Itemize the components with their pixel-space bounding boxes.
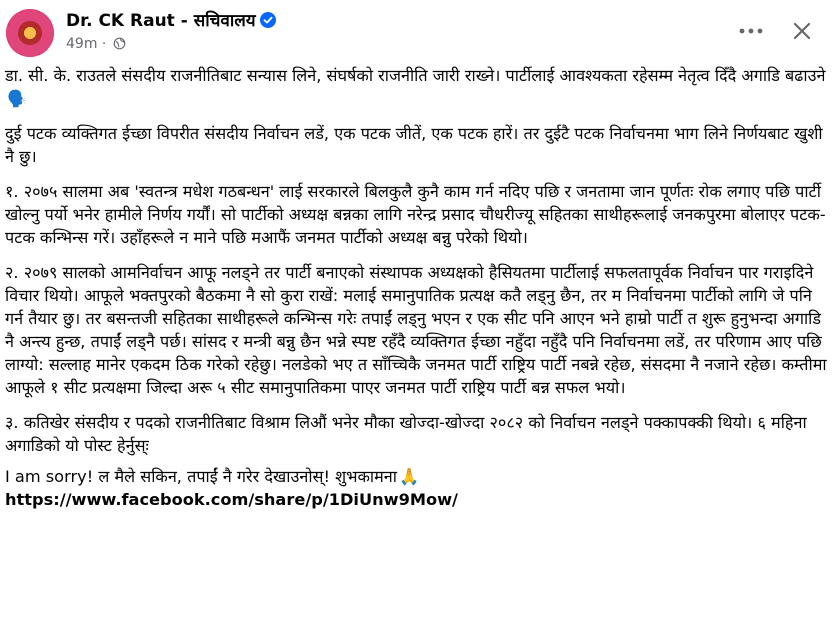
post-point-3: ३. कतिखेर संसदीय र पदको राजनीतिबाट विश्राम लिऔं भनेर मौका खोज्दा-खोज्दा २०८२ को निर्वाचन नलड्ने पक्कापक्की थियो। ६ महिना अगाडिको यो पोस्ट हेर्नुस्ः xyxy=(5,413,807,455)
post-link-paragraph xyxy=(5,488,835,511)
page-name[interactable]: Dr. CK Raut - सचिवालय xyxy=(66,11,256,31)
page-name-row xyxy=(66,8,276,31)
post-headline-paragraph xyxy=(5,64,835,110)
more-options-button[interactable] xyxy=(735,19,767,43)
post-point-1: १. २०७५ सालमा अब 'स्वतन्त्र मधेश गठबन्धन' लाई सरकारले बिलकुलै कुनै काम गर्न नदिए पछि र जनतामा जान पूर्णतः रोक लगाए पछि पार्टी खोल्नु पर्यो भनेर हामीले निर्णय गर्यौं। सो पार्टीको अध्यक्ष बन्नका लागि नरेन्द्र प्रसाद चौधरीज्यू सहितका साथीहरूलाई जनकपुरमा बोलाएर पटक-पटक कन्भिन्स गरें। उहाँहरूले न माने पछि मआफैं जनमत पार्टीको अध्यक्ष बन्नु परेको थियो। xyxy=(5,182,826,247)
post-intro: दुई पटक व्यक्तिगत ईच्छा विपरीत संसदीय निर्वाचन लडें, एक पटक जीतें, एक पटक हारें। तर दुईटै पटक निर्वाचनमा भाग लिने निर्णयबाट खुशी नै छु। xyxy=(5,124,823,166)
close-button[interactable] xyxy=(787,16,817,46)
verified-badge-icon xyxy=(260,12,276,28)
post-point-2: २. २०७९ सालको आमनिर्वाचन आफू नलड्ने तर पार्टी बनाएको संस्थापक अध्यक्षको हैसियतमा पार्टीलाई सफलतापूर्वक निर्वाचन पार गराइदिने विचार थियो। आफूले भक्तपुरको बैठकमा नै सो कुरा राखें: मलाई समानुपातिक प्रत्यक्ष कतै लड्नु छैन, तर म निर्वाचनमा पार्टीको लागि जे पनि गर्न तैयार छु। तर बसन्तजी सहितका साथीहरूले कन्भिन्स गरेः तपाईं लड्नु भएन र एक सीट पनि आएन भने हाम्रो पार्टी त शुरू हुनुभन्दा अगाडि नै अन्त्य हुन्छ, तपाईं लड्नै पर्छ। सांसद र मन्त्री बन्नु छैन भन्ने स्पष्ट रहँदै व्यक्तिगत ईच्छा नहुँदा नहुँदै पनि निर्वाचनमा लडें, तर परिणाम आए पछि लाग्यो: सल्लाह मानेर एकदम ठिक गरेको रहेछु। नलडेको भए त साँच्चिकै जनमत पार्टी राष्ट्रिय पार्टी नबन्ने रहेछ, संसदमा नै नजाने रहेछ। कम्तीमा आफूले १ सीट प्रत्यक्षमा जिल्दा अरू ५ सीट समानुपातिकमा पाएर जनमत पार्टी राष्ट्रिय पार्टी बन्न सफल भयो। xyxy=(5,263,827,397)
globe-icon xyxy=(113,37,126,50)
post-body xyxy=(5,64,835,511)
post-headline: डा. सी. के. राउतले संसदीय राजनीतिबाट सन्यास लिने, संघर्षको राजनीति जारी राख्ने। पार्टीलाई आवश्यकता रहेसम्म नेतृत्व दिँदै अगाडि बढाउने xyxy=(5,66,826,85)
post-quote: I am sorry! ल मैले सकिन, तपाईं नै गरेर देखाउनोस्! शुभकामना xyxy=(5,467,397,486)
page-avatar[interactable] xyxy=(6,9,54,57)
more-options-icon xyxy=(739,28,763,34)
post-link[interactable]: https://www.facebook.com/share/p/1DiUnw9Mow/ xyxy=(5,490,458,509)
folded-hands-emoji: 🙏 xyxy=(398,467,420,486)
post-header xyxy=(0,0,840,64)
post-timestamp[interactable]: 49m xyxy=(66,36,98,52)
meta-separator: · xyxy=(101,36,107,52)
post-quote-paragraph xyxy=(5,465,835,488)
speaking-head-emoji: 🗣️ xyxy=(7,89,28,108)
post-meta xyxy=(66,36,126,52)
close-icon xyxy=(792,21,812,41)
